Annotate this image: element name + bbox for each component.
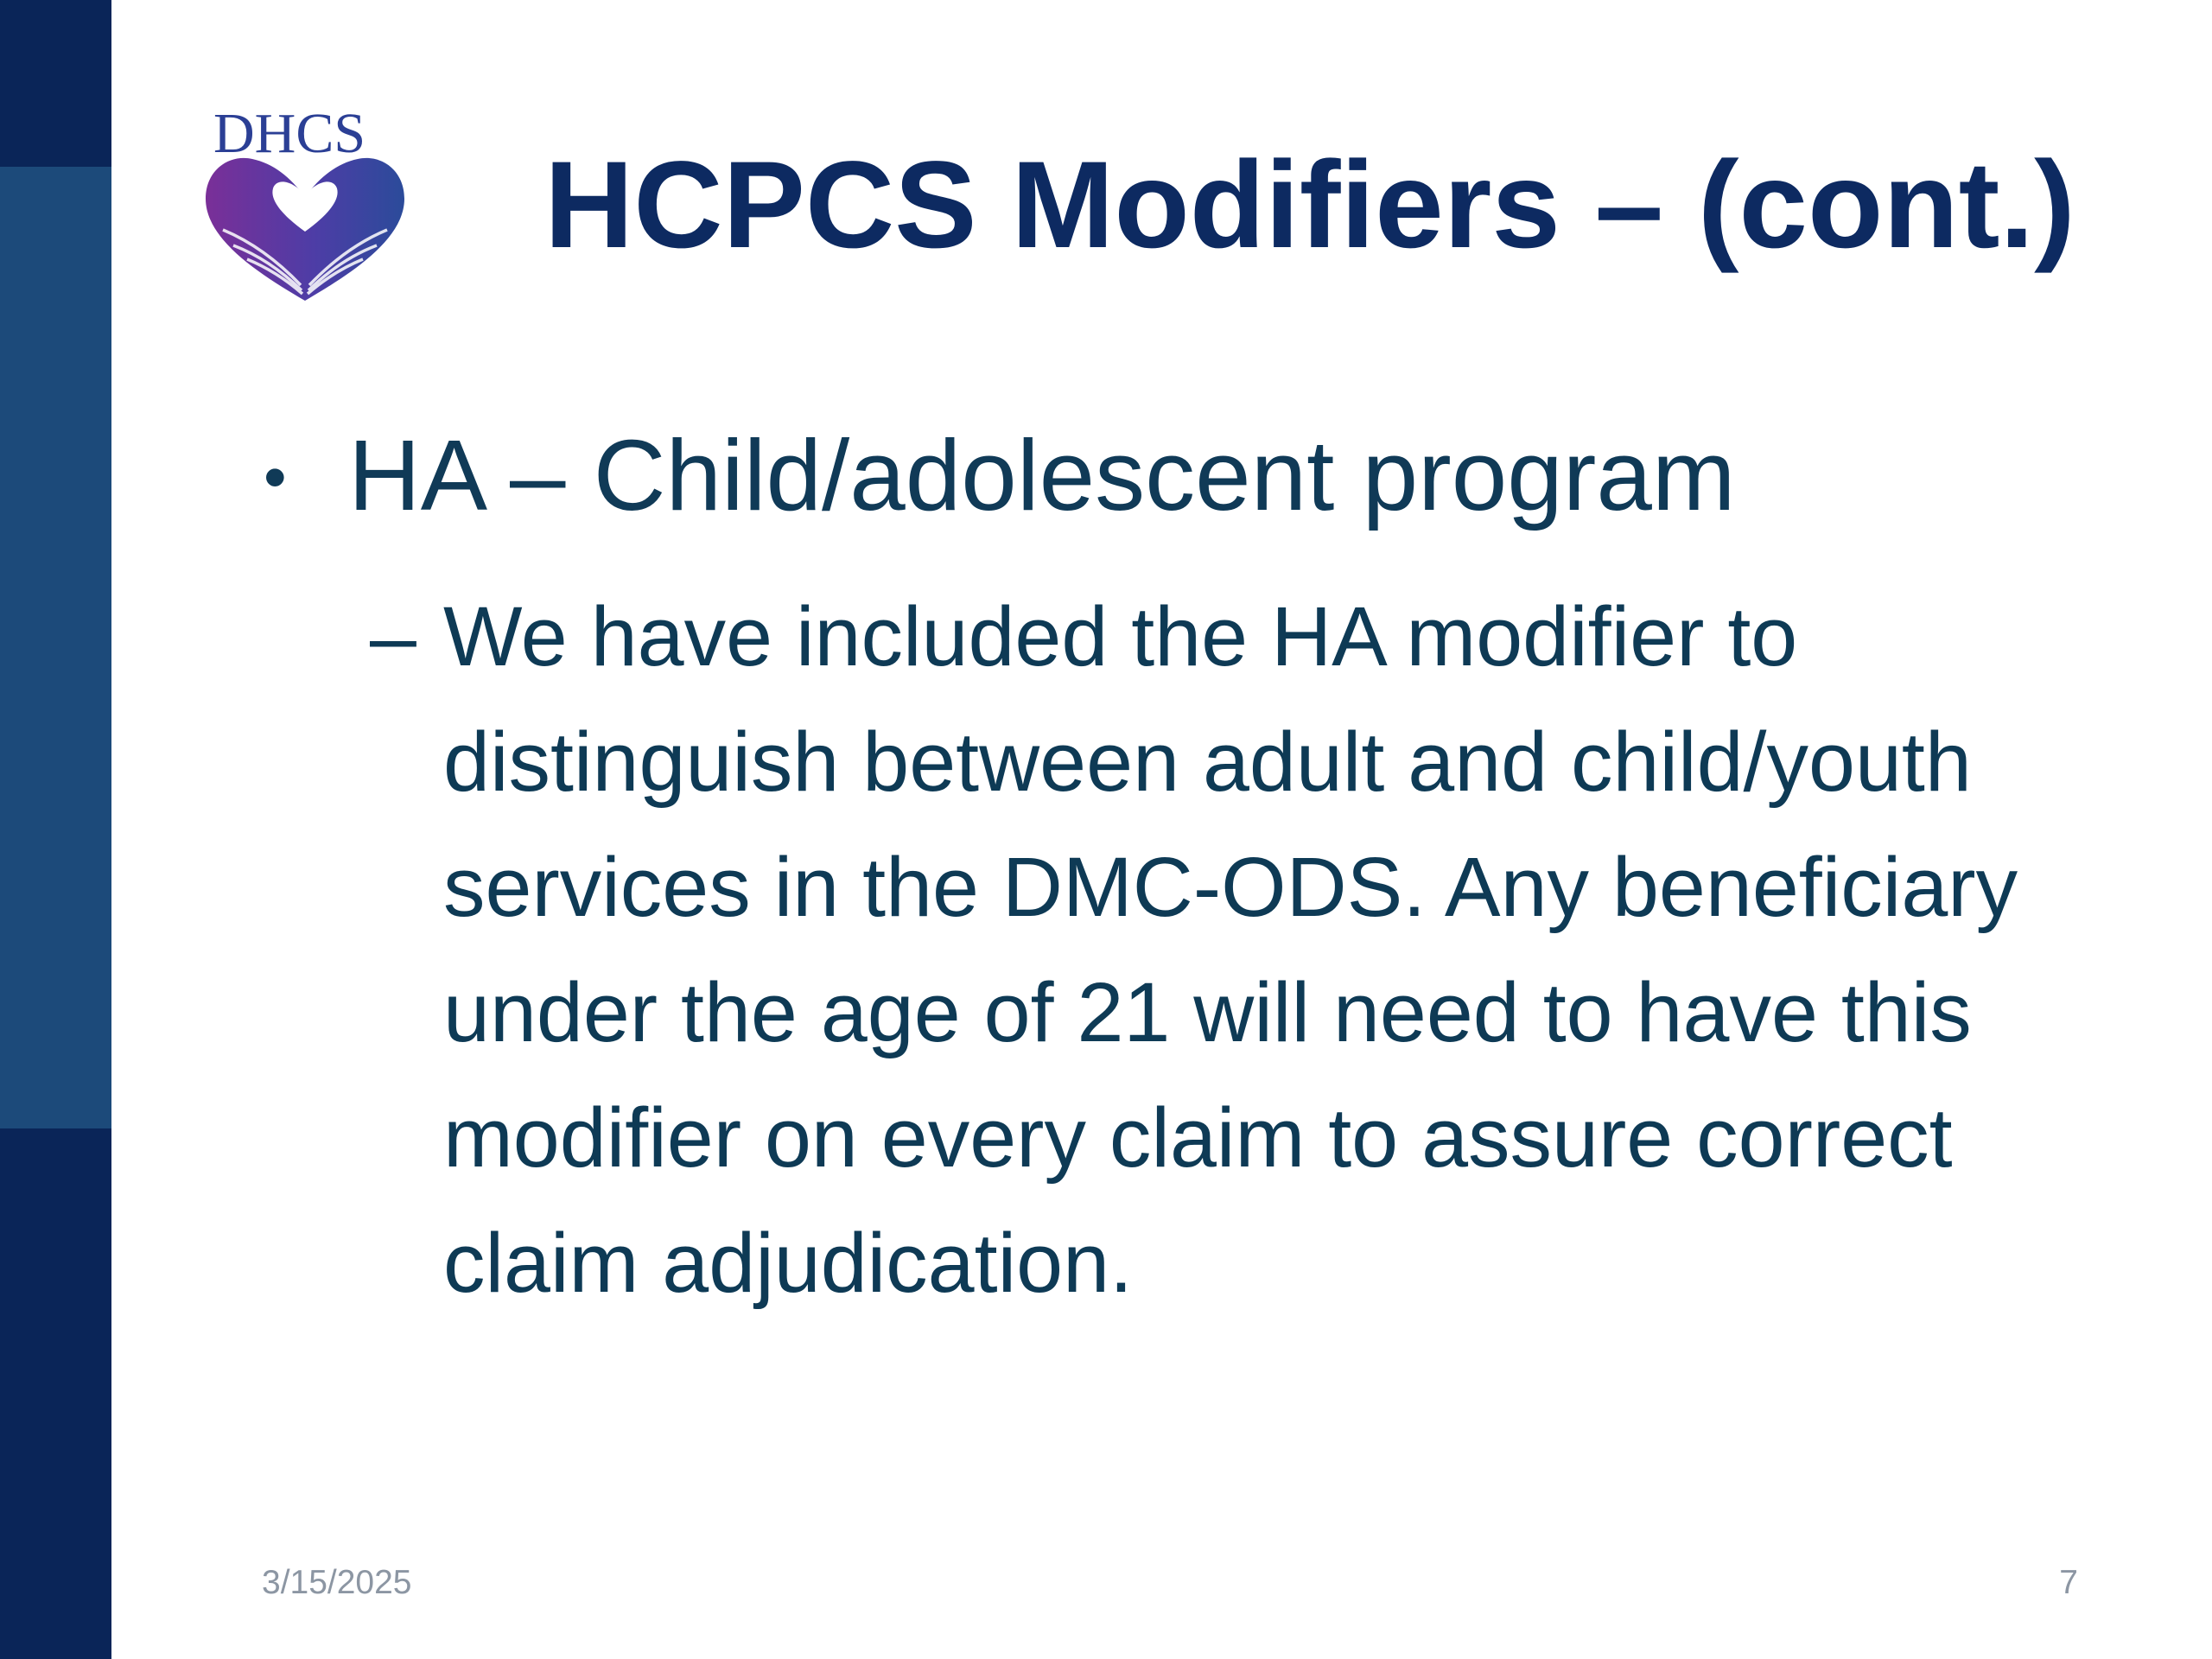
sub-bullet-item — [370, 574, 2124, 1325]
footer-date: 3/15/2025 — [262, 1564, 412, 1601]
slide-title: HCPCS Modifiers – (cont.) — [544, 137, 2075, 274]
bullet-marker: • — [264, 441, 287, 514]
sub-bullet-marker: – — [370, 589, 416, 683]
footer-page-number: 7 — [2059, 1564, 2078, 1601]
left-bar-accent — [0, 167, 111, 1128]
dhcs-logo — [197, 102, 413, 306]
bullet-item — [264, 420, 1736, 533]
bullet-text: HA – Child/adolescent program — [348, 419, 1736, 531]
logo-wordmark: DHCS — [213, 102, 366, 165]
sub-bullet-text: We have included the HA modifier to distinguish between adult and child/youth services in the DMC-ODS. Any beneficiary under the age of 21 will need to have this modifier on every claim to assure correct claim adjudication. — [443, 589, 2018, 1310]
